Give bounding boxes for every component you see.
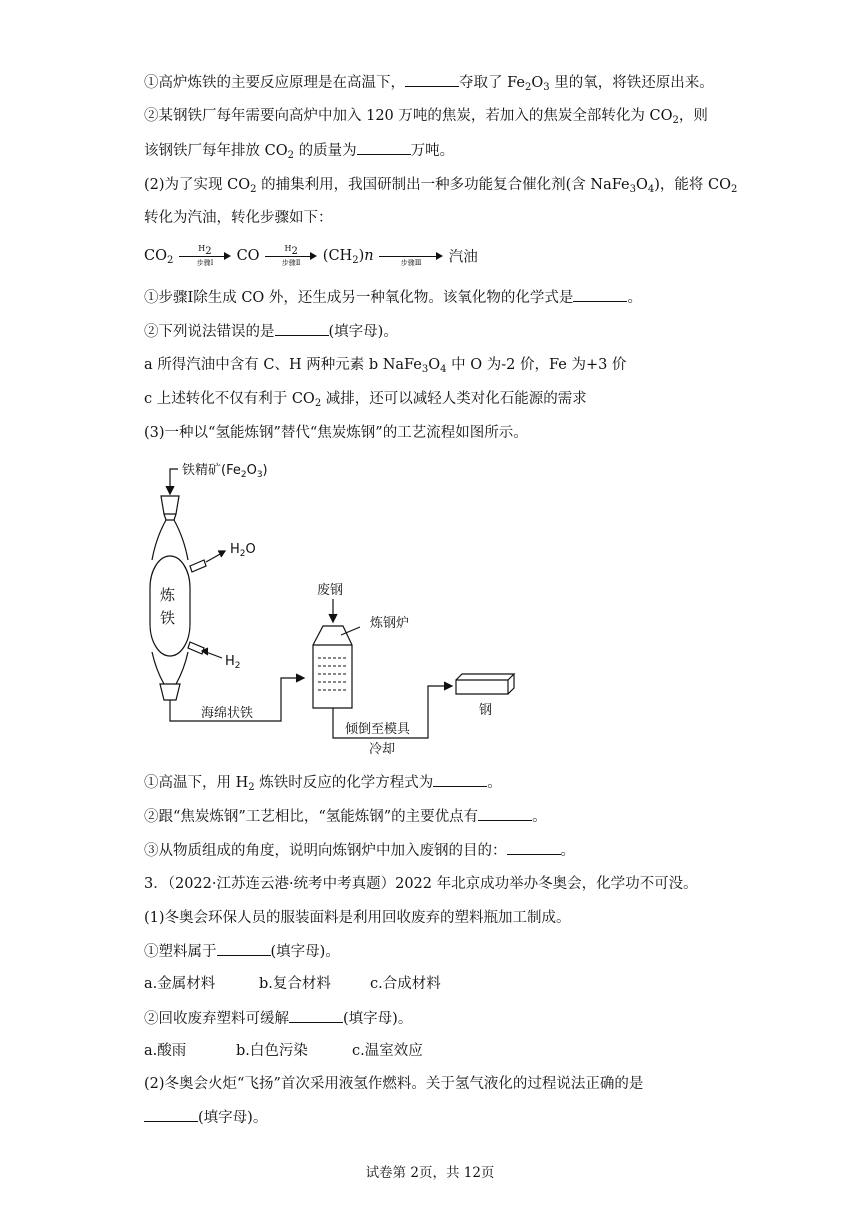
text-line-6: ①步骤Ⅰ除生成 CO 外，还生成另一种氧化物。该氧化物的化学式是 。 [144, 287, 642, 308]
page-footer: 试卷第 2页，共 12页 [365, 1165, 495, 1181]
pour-label: 倾倒至模具 [345, 722, 411, 737]
ore-label: 铁精矿$(Fe_2O_3)$ [182, 463, 268, 480]
choice-b[interactable]: b.白色污染 [236, 1043, 308, 1059]
steelmaking-furnace [313, 626, 352, 708]
sponge-iron-label: 海绵状铁 [201, 706, 254, 721]
answer-blank[interactable] [478, 806, 532, 821]
ore-feed-line [170, 469, 178, 488]
text-line-8: a 所得汽油中含有 C、H 两种元素 b $NaFe_3O_4$ 中 O 为-2 价，Fe 为+3 价 [144, 357, 627, 375]
text-line-1: ①高炉炼铁的主要反应原理是在高温下， 夺取了 $Fe_2O_3$ 里的氧，将铁还原出来。 [144, 72, 714, 93]
question-3-heading: 3．（2022·江苏连云港·统考中考真题）2022 年北京成功举办冬奥会，化学功不可没。 [144, 876, 698, 892]
choices-line-17 [144, 974, 441, 994]
text-line-18: ②回收废弃塑料可缓解 (填字母)。 [144, 1008, 412, 1029]
hydrogen-inlet-pipe [188, 642, 204, 654]
arrow-icon [202, 648, 208, 655]
furnace-top-hopper [161, 496, 179, 514]
choice-c[interactable]: c.温室效应 [352, 1043, 423, 1059]
text-line-20: (2)冬奥会火炬“飞扬”首次采用液氢作燃料。关于氢气液化的过程说法正确的是 [144, 1076, 644, 1092]
cool-label: 冷却 [369, 742, 396, 757]
scrap-steel-label: 废钢 [317, 583, 344, 598]
arrow-icon [444, 682, 452, 690]
water-outlet-pipe [190, 560, 206, 572]
text-line-13: ③从物质组成的角度，说明向炼钢炉中加入废钢的目的： 。 [144, 840, 575, 861]
reaction-arrow: $H_2$ 步骤Ⅱ [265, 244, 317, 268]
steel-label: 钢 [479, 703, 493, 718]
text-line-3: 该钢铁厂每年排放 $CO_2$ 的质量为 万吨。 [144, 140, 454, 161]
arrow-icon [296, 674, 304, 682]
text-line-16: ①塑料属于 (填字母)。 [144, 941, 340, 962]
text-line-11: ①高温下，用 $H_2$ 炼铁时反应的化学方程式为 。 [144, 772, 502, 793]
ironmaking-furnace-body [150, 556, 190, 656]
answer-blank[interactable] [433, 772, 487, 787]
furnace-label-2: 铁 [160, 609, 176, 627]
answer-blank[interactable] [144, 1107, 198, 1122]
answer-blank[interactable] [289, 1008, 343, 1023]
choices-line-19 [144, 1041, 423, 1061]
answer-blank[interactable] [507, 840, 561, 855]
steel-ingot [456, 680, 508, 694]
choice-b[interactable]: b.复合材料 [259, 976, 331, 992]
text-line-10: (3)一种以“氢能炼钢”替代“焦炭炼钢”的工艺流程如图所示。 [144, 425, 528, 441]
text-line-7: ②下列说法错误的是 (填字母)。 [144, 321, 398, 342]
furnace-bottom-hopper [160, 684, 180, 700]
conversion-formula: $CO_2$ $H_2$ 步骤Ⅰ CO $H_2$ 步骤Ⅱ $(CH_2)n$ 步骤Ⅲ 汽油 [144, 244, 478, 267]
furnace-label-1: 炼 [160, 586, 176, 604]
text-line-2: ②某钢铁厂每年需要向高炉中加入 120 万吨的焦炭，若加入的焦炭全部转化为 $CO_2$，则 [144, 108, 708, 126]
text-line-4: (2)为了实现 $CO_2$ 的捕集利用，我国研制出一种多功能复合催化剂(含 $NaFe_3O_4$)，能将 $CO_2$ [144, 177, 738, 195]
steel-furnace-label: 炼钢炉 [370, 616, 410, 631]
water-label: $H_2O$ [230, 542, 256, 559]
answer-blank[interactable] [217, 941, 271, 956]
reaction-arrow: $H_2$ 步骤Ⅰ [179, 244, 231, 268]
text-line-9: c 上述转化不仅有利于 $CO_2$ 减排，还可以减轻人类对化石能源的需求 [144, 391, 587, 409]
text-line-12: ②跟“焦炭炼钢”工艺相比，“氢能炼钢”的主要优点有 。 [144, 806, 547, 827]
text-line-15: (1)冬奥会环保人员的服装面料是利用回收废弃的塑料瓶加工制成。 [144, 910, 571, 926]
arrow-icon [166, 486, 174, 494]
text-line-5: 转化为汽油，转化步骤如下： [144, 210, 333, 226]
choice-c[interactable]: c.合成材料 [370, 976, 441, 992]
hydrogen-label: $H_2$ [225, 654, 241, 671]
molten-steel-lines [318, 658, 348, 690]
choice-a[interactable]: a.酸雨 [144, 1043, 187, 1059]
choice-a[interactable]: a.金属材料 [144, 976, 216, 992]
text-line-21: (填字母)。 [144, 1107, 267, 1128]
arrow-icon [329, 614, 337, 622]
reaction-arrow: 步骤Ⅲ [379, 244, 443, 268]
